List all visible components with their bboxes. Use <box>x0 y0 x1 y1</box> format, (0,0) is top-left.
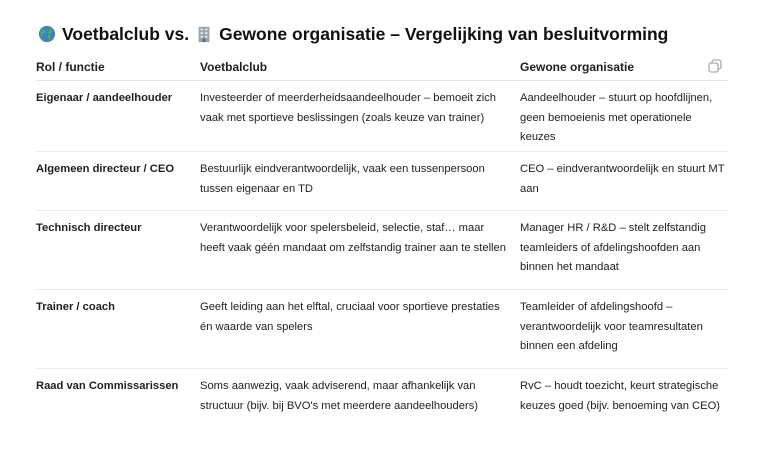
cell-role: Raad van Commissarissen <box>36 380 179 392</box>
cell-organisation: Teamleider of afdelingshoofd – verantwoordelijk voor teamresultaten binnen een afdeling <box>520 301 703 352</box>
header-role: Rol / functie <box>36 60 105 74</box>
cell-club: Geeft leiding aan het elftal, cruciaal voor sportieve prestaties én waarde van spelers <box>200 301 500 333</box>
page-title <box>38 21 668 47</box>
cell-club: Investeerder of meerderheidsaandeelhouder – bemoeit zich vaak met sportieve beslissingen (zoals keuze van trainer) <box>200 92 497 124</box>
table-row <box>36 211 728 290</box>
table-row <box>36 290 728 369</box>
cell-role: Algemeen directeur / CEO <box>36 163 175 175</box>
table-row <box>36 369 728 427</box>
header-club: Voetbalclub <box>200 60 268 74</box>
header-organisation: Gewone organisatie <box>520 60 635 74</box>
globe-icon <box>38 25 56 43</box>
cell-organisation: Aandeelhouder – stuurt op hoofdlijnen, geen bemoeienis met operationele keuzes <box>520 92 713 143</box>
cell-organisation: CEO – eindverantwoordelijk en stuurt MT aan <box>520 163 725 195</box>
title-part-club: Voetbalclub vs. <box>62 23 190 44</box>
table-row <box>36 152 728 211</box>
cell-role: Trainer / coach <box>36 301 115 313</box>
copy-icon[interactable] <box>708 59 722 73</box>
cell-organisation: Manager HR / R&D – stelt zelfstandig teamleiders of afdelingshoofden aan binnen het mandaat <box>520 222 706 273</box>
cell-club: Verantwoordelijk voor spelersbeleid, selectie, staf… maar heeft vaak géén mandaat om zelfstandig trainer aan te stellen <box>200 222 506 254</box>
office-building-icon <box>195 25 213 43</box>
cell-club: Bestuurlijk eindverantwoordelijk, vaak een tussenpersoon tussen eigenaar en TD <box>200 163 485 195</box>
comparison-table <box>36 56 728 427</box>
title-part-organisation: Gewone organisatie – Vergelijking van besluitvorming <box>219 23 669 44</box>
cell-role: Eigenaar / aandeelhouder <box>36 92 173 104</box>
table-header <box>36 56 728 81</box>
cell-club: Soms aanwezig, vaak adviserend, maar afhankelijk van structuur (bijv. bij BVO's met meerdere aandeelhouders) <box>200 380 479 412</box>
cell-organisation: RvC – houdt toezicht, keurt strategische keuzes goed (bijv. benoeming van CEO) <box>520 380 721 412</box>
cell-role: Technisch directeur <box>36 222 142 234</box>
table-row <box>36 81 728 152</box>
